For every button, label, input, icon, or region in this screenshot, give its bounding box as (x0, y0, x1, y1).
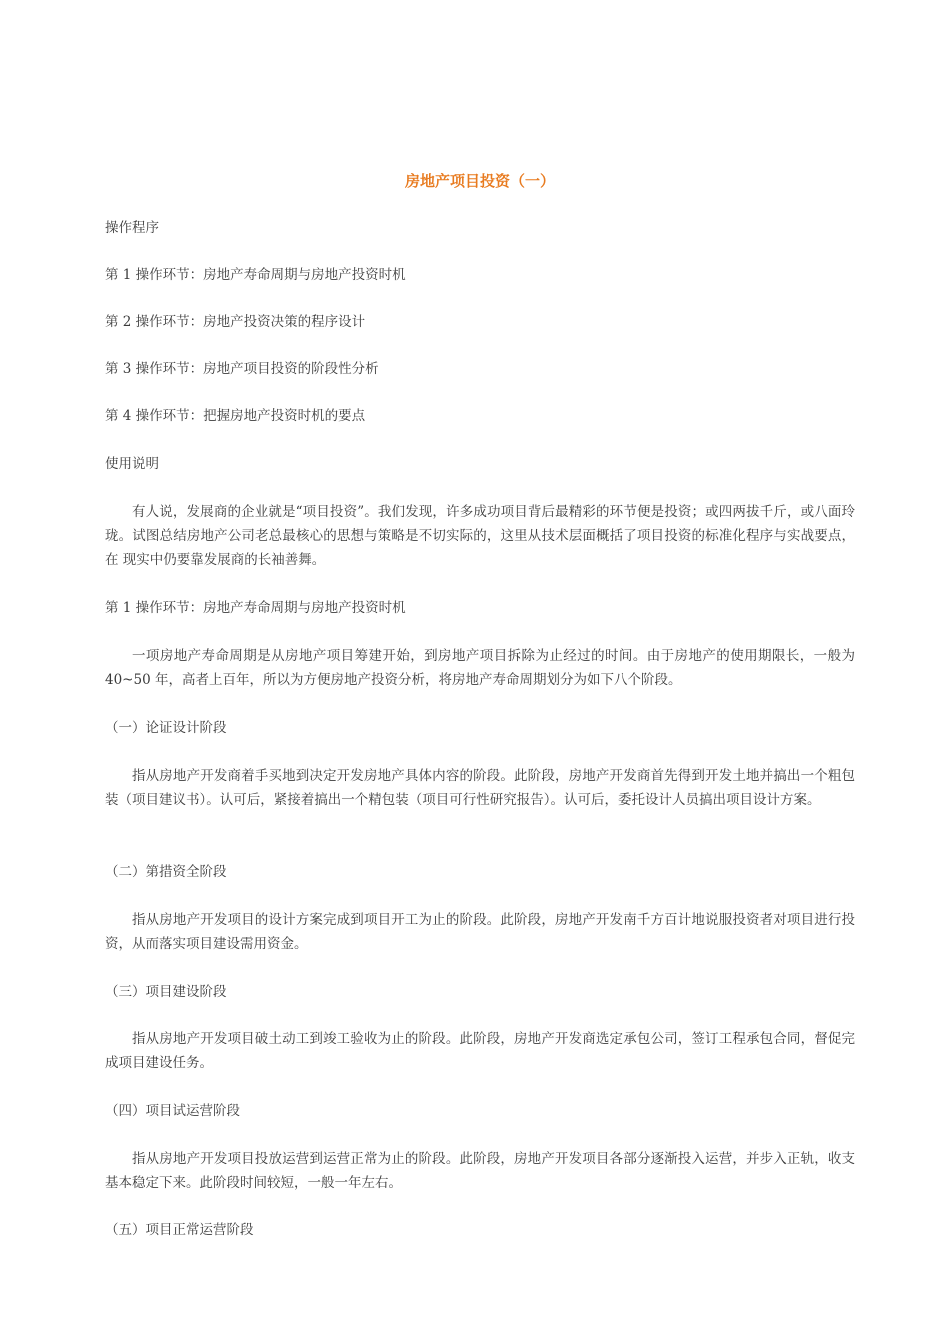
stage-paragraph: 指从房地产开发项目破土动工到竣工验收为止的阶段。此阶段，房地产开发商选定承包公司，签订工程承包合同，督促完成项目建设任务。 (105, 1031, 855, 1071)
section-heading: 第 1 操作环节：房地产寿命周期与房地产投资时机 (105, 600, 406, 616)
stage-paragraph: 指从房地产开发商着手买地到决定开发房地产具体内容的阶段。此阶段，房地产开发商首先得到开发土地并搞出一个粗包装（项目建议书）。认可后，紧接着搞出一个精包装（项目可行性研究报告）。认可后，委托设计人员搞出项目设计方案。 (105, 768, 855, 808)
usage-paragraph: 有人说，发展商的企业就是“项目投资”。我们发现，许多成功项目背后最精彩的环节便是投资；或四两拔千斤，或八面玲珑。试图总结房地产公司老总最核心的思想与策略是不切实际的，这里从技术层面概括了项目投资的标准化程序与实战要点，在 现实中仍要靠发展商的长袖善舞。 (105, 504, 855, 568)
stage-heading: （二）第措资全阶段 (105, 864, 227, 880)
heading-usage: 使用说明 (105, 456, 159, 472)
heading-procedure: 操作程序 (105, 220, 159, 236)
stage-heading: （四）项目试运营阶段 (105, 1103, 240, 1119)
step-item: 第 2 操作环节：房地产投资决策的程序设计 (105, 314, 366, 330)
step-item: 第 1 操作环节：房地产寿命周期与房地产投资时机 (105, 267, 406, 283)
section-paragraph: 一项房地产寿命周期是从房地产项目筹建开始，到房地产项目拆除为止经过的时间。由于房地产的使用期限长，一般为 40~50 年，高者上百年，所以为方便房地产投资分析，将房地产寿命周期划分为如下八个阶段。 (105, 648, 855, 688)
step-item: 第 3 操作环节：房地产项目投资的阶段性分析 (105, 361, 379, 377)
stage-paragraph: 指从房地产开发项目投放运营到运营正常为止的阶段。此阶段，房地产开发项目各部分逐渐投入运营，并步入正轨，收支基本稳定下来。此阶段时间较短，一般一年左右。 (105, 1151, 855, 1191)
step-item: 第 4 操作环节：把握房地产投资时机的要点 (105, 408, 366, 424)
stage-heading: （三）项目建设阶段 (105, 984, 227, 1000)
document-title: 房地产项目投资（一） (404, 172, 555, 190)
stage-heading: （一）论证设计阶段 (105, 720, 227, 736)
stage-heading: （五）项目正常运营阶段 (105, 1222, 254, 1238)
stage-paragraph: 指从房地产开发项目的设计方案完成到项目开工为止的阶段。此阶段，房地产开发南千方百计地说服投资者对项目进行投资，从而落实项目建设需用资金。 (105, 912, 855, 952)
